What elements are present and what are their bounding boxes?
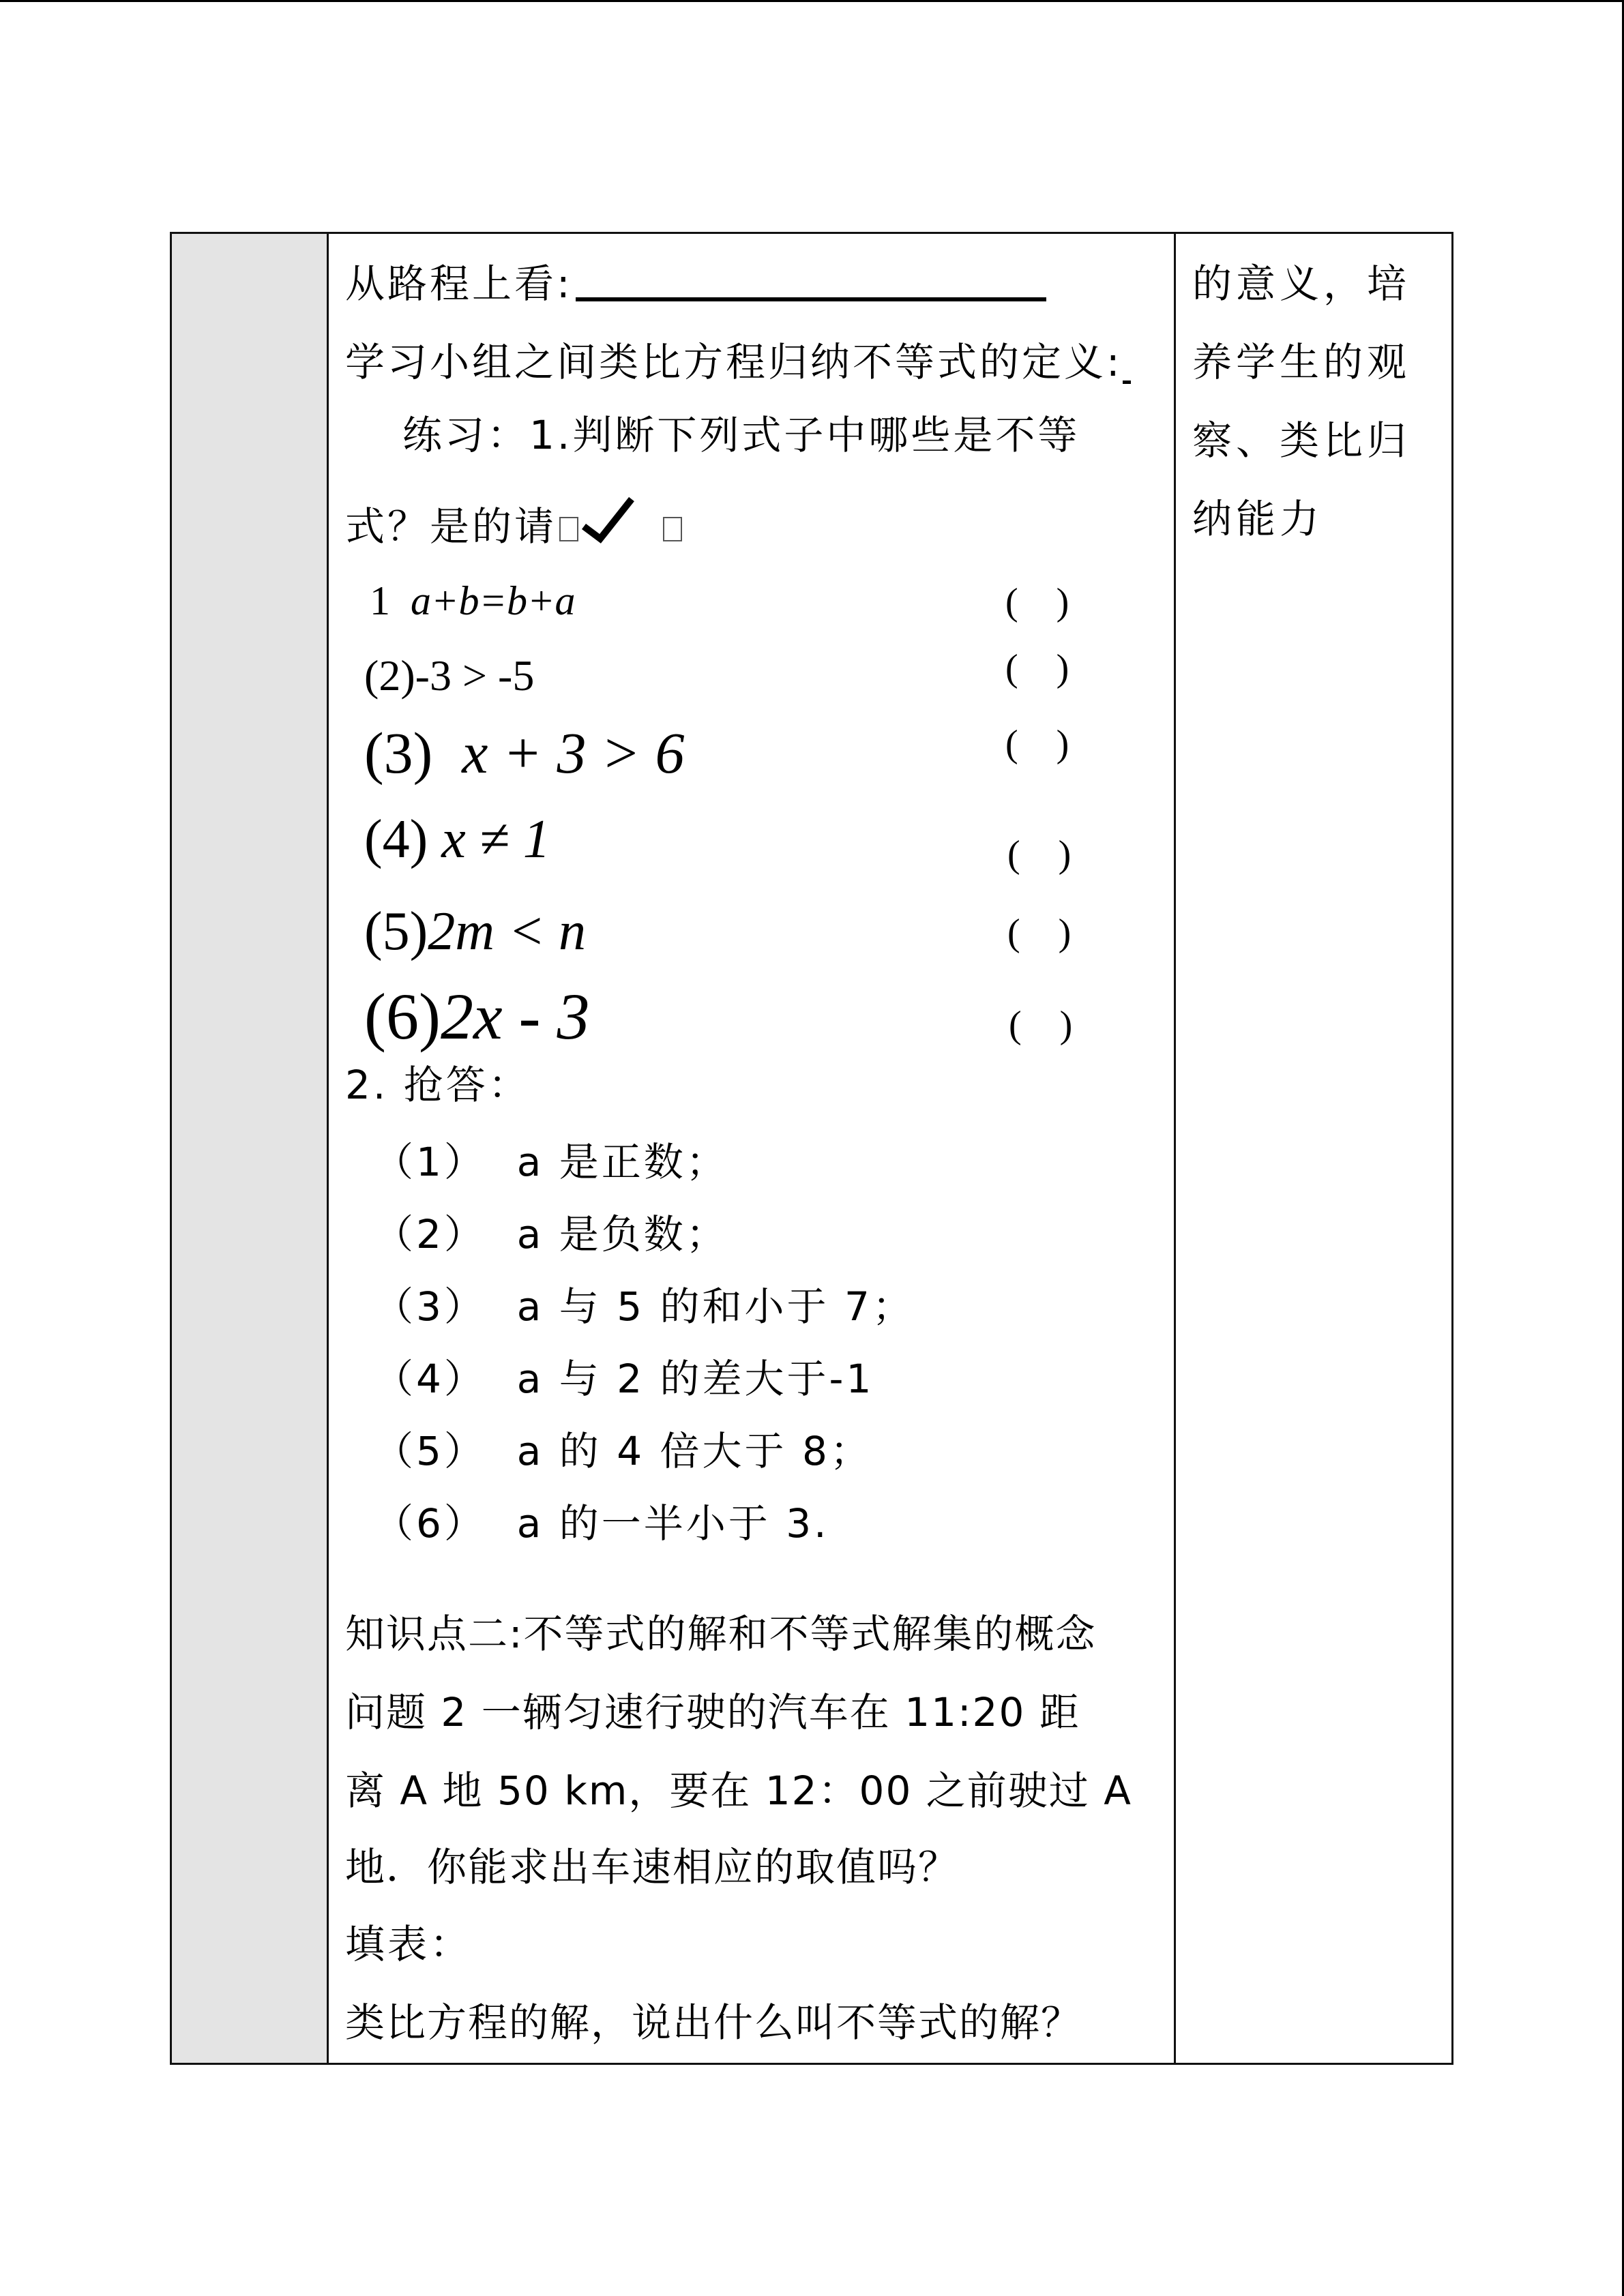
- exercise-item-5: [364, 902, 586, 961]
- exercise-item-1: [370, 578, 575, 623]
- group-definition-line: [345, 340, 1131, 385]
- answer-blank-6[interactable]: ( ): [1009, 1004, 1073, 1046]
- exercise-intro-line-2: [345, 496, 685, 554]
- definition-blank: [1123, 381, 1131, 384]
- purpose-line-4: 纳能力: [1192, 496, 1324, 542]
- exercise-item-expr: x + 3 > 6: [462, 720, 685, 786]
- answer-blank-1[interactable]: ( ): [1005, 581, 1069, 623]
- quick-answer-text: a 与 5 的和小于 7；: [516, 1283, 915, 1330]
- quick-answer-label: （2）: [374, 1211, 486, 1257]
- problem-2-line-1: 问题 2 一辆匀速行驶的汽车在 11:20 距: [345, 1689, 1080, 1735]
- quick-answer-label: （3）: [374, 1283, 486, 1330]
- quick-answer-item-2: [374, 1212, 728, 1257]
- purpose-line-3: 察、类比归: [1192, 417, 1411, 464]
- exercise-item-4: [364, 810, 550, 869]
- exercise-item-label: (6): [364, 980, 441, 1053]
- exercise-item-6: [364, 980, 590, 1053]
- analogy-question: 类比方程的解，说出什么叫不等式的解？: [345, 1999, 1082, 2046]
- exercise-item-3: [364, 721, 685, 784]
- quick-answer-text: a 是负数；: [516, 1211, 728, 1257]
- quick-answer-label: （5）: [374, 1428, 486, 1474]
- missing-glyph-box-icon: [663, 517, 682, 541]
- quick-answer-text: a 的一半小于 3.: [516, 1500, 829, 1547]
- lesson-plan-table: [170, 232, 1453, 2065]
- quick-answer-item-5: [374, 1429, 872, 1474]
- exercise-item-expr: 2x - 3: [440, 980, 590, 1053]
- quick-answer-item-1: [374, 1139, 728, 1184]
- exercise-item-label: (5): [364, 901, 428, 961]
- answer-blank-3[interactable]: ( ): [1005, 723, 1069, 765]
- problem-2-line-2: 离 A 地 50 km，要在 12：00 之前驶过 A: [345, 1768, 1132, 1814]
- answer-blank-4[interactable]: ( ): [1007, 833, 1072, 876]
- quick-answer-text: a 的 4 倍大于 8；: [516, 1428, 872, 1474]
- quick-answer-text: a 是正数；: [516, 1139, 728, 1185]
- quick-answer-label: （1）: [374, 1139, 486, 1185]
- route-line: [345, 261, 1046, 306]
- problem-2-line-3: 地．你能求出车速相应的取值吗？: [345, 1844, 960, 1890]
- exercise-item-label: (3): [364, 720, 433, 786]
- exercise-item-expr: a+b=b+a: [411, 578, 576, 623]
- right-column-purpose: [1176, 234, 1451, 2063]
- exercise-item-expr: x ≠ 1: [441, 809, 550, 869]
- middle-column-content: [329, 234, 1176, 2063]
- exercise-item-label: (4): [364, 809, 428, 869]
- route-blank: [576, 297, 1046, 301]
- quick-answer-item-6: [374, 1501, 829, 1546]
- purpose-line-2: 养学生的观: [1192, 339, 1411, 385]
- knowledge-point-2-heading: 知识点二:不等式的解和不等式解集的概念: [345, 1611, 1097, 1657]
- exercise-item-label: 1: [370, 578, 390, 623]
- quick-answer-text: a 与 2 的差大于-1: [516, 1356, 874, 1402]
- page-top-border: [0, 0, 1624, 2]
- fill-table-label: 填表：: [345, 1921, 473, 1967]
- group-definition-text: 学习小组之间类比方程归纳不等式的定义:: [345, 339, 1123, 385]
- exercise-item-label: (2): [364, 651, 415, 700]
- exercise-item-expr: 2m < n: [428, 901, 587, 961]
- quick-answer-item-3: [374, 1284, 915, 1329]
- quick-answer-label: （6）: [374, 1500, 486, 1547]
- exercise-item-2: [364, 653, 534, 698]
- exercise-intro-text: 式？是的请: [345, 503, 557, 550]
- quick-answer-label: （4）: [374, 1356, 486, 1402]
- route-label: 从路程上看:: [345, 260, 573, 307]
- left-column-shaded: [172, 234, 329, 2063]
- answer-blank-5[interactable]: ( ): [1007, 912, 1072, 954]
- exercise-item-expr: -3 > -5: [415, 651, 535, 700]
- checkmark-icon: [581, 496, 636, 554]
- quick-answer-title: 2. 抢答：: [345, 1062, 531, 1108]
- purpose-line-1: 的意义，培: [1192, 260, 1411, 307]
- answer-blank-2[interactable]: ( ): [1005, 647, 1069, 689]
- quick-answer-item-4: [374, 1356, 874, 1401]
- missing-glyph-box-icon: [559, 517, 578, 541]
- exercise-intro-line-1: 练习：1.判断下列式子中哪些是不等: [402, 412, 1080, 458]
